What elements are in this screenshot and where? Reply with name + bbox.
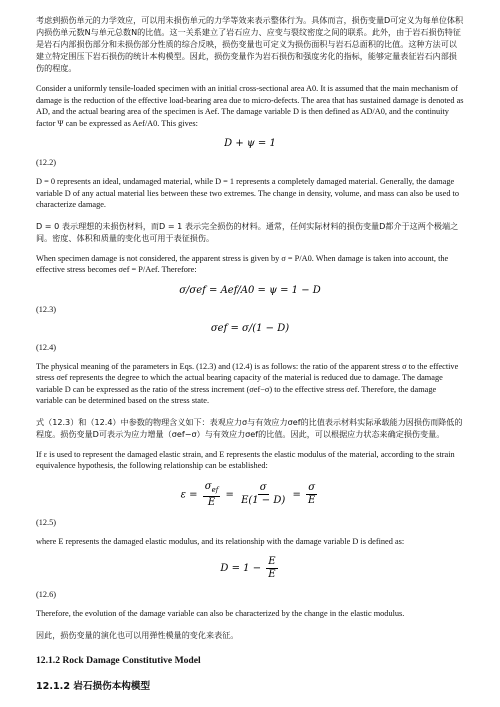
equation-number-12-5: (12.5) — [36, 517, 57, 527]
equation-number-12-4: (12.4) — [36, 342, 57, 352]
paragraph-zh-3: 式（12.3）和（12.4）中参数的物理含义如下：表观应力σ与有效应力σef的比值表示材料实际承载能力因损伤而降低的程度。损伤变量D可表示为应力增量（σef−σ）与有效应力σef的比值。因此，可以根据应力状态来确定损伤变量。 — [36, 416, 463, 439]
paragraph-en-1: Consider a uniformly tensile-loaded specimen with an initial cross-sectional area A0. It is assumed that the main mechanism of damage is the reduction of the effective load-bearing area due to micro-defects. The area that has sustained damage is denoted as AD, and the actual bearing area of the specimen is Aef. The damage variable D is then defined as AD/A0, and the continuity factor Ψ can be expressed as Aef/A0. This gives: — [36, 84, 464, 128]
equation-12-5: ε = $\frac{\sigma_{ef}}{E}$ = $\frac{\sigma}{E(1 - D)}$ = $\frac{\sigma}{E}$ — [180, 480, 316, 508]
equation-12-6: D = 1 − $\frac{E}{E}$ — [220, 556, 276, 580]
paragraph-en-4: The physical meaning of the parameters in Eqs. (12.3) and (12.4) is as follows: the ratio of the apparent stress σ to the effective stress σef represents the degree to which the actual bearing capacity of the material is reduced due to damage. The damage variable D can be expressed as the ratio of the stress increment (σef−σ) to the effective stress σef. Therefore, the damage variable can be determined based on the stress state. — [36, 361, 459, 405]
equation-12-3: σ/σef = Aef/A0 = ψ = 1 − D — [179, 284, 321, 296]
equation-number-12-3: (12.3) — [36, 304, 57, 314]
section-heading-en: 12.1.2 Rock Damage Constitutive Model — [36, 654, 201, 666]
equation-12-2: D + ψ = 1 — [224, 138, 276, 149]
paragraph-en-2: D = 0 represents an ideal, undamaged material, while D = 1 represents a completely damaged material. Generally, the damage variable D of any actual material lies between these two extremes. The change in density, volume, and mass can also be used to characterize damage. — [36, 177, 459, 209]
section-heading-zh: 12.1.2 岩石损伤本构模型 — [36, 680, 151, 692]
paragraph-zh-2: D = 0 表示理想的未损伤材料，而D = 1 表示完全损伤的材料。通常，任何实际材料的损伤变量D都介于这两个极端之间。密度、体积和质量的变化也可用于表征损伤。 — [36, 220, 459, 243]
paragraph-en-6: where E represents the damaged elastic modulus, and its relationship with the damage variable D is defined as: — [36, 536, 405, 546]
equation-12-4: σef = σ/(1 − D) — [210, 322, 290, 334]
paragraph-en-5: If ε is used to represent the damaged elastic strain, and E represents the elastic modulus of the material, according to the strain equivalence hypothesis, the following relationship can be established: — [36, 449, 455, 470]
paragraph-zh-1: 考虑到损伤单元的力学效应，可以用未损伤单元的力学等效来表示整体行为。具体而言，损伤变量D可定义为每单位体积内损伤单元数N与单元总数N的比值。这一关系建立了岩石应力、应变与裂纹密度之间的联系。此外，由于岩石损伤特征是岩石内部损伤部分和未损伤部分性质的综合反映，损伤变量也可定义为损伤面积与岩石总面积的比值。这种方法可以建立特定围压下岩石损伤的统计本构模型。因此，损伤变量作为岩石损伤和强度劣化的指标，能够定量表征岩石内部损伤的程度。 — [36, 15, 464, 73]
paragraph-en-7: Therefore, the evolution of the damage variable can also be characterized by the change in the elastic modulus. — [36, 609, 405, 618]
paragraph-en-3: When specimen damage is not considered, the apparent stress is given by σ = P/A0. When damage is taken into account, the effective stress becomes σef = P/Aef. Therefore: — [36, 253, 449, 274]
paragraph-zh-4: 因此，损伤变量的演化也可以用弹性模量的变化来表征。 — [36, 629, 239, 640]
equation-number-12-6: (12.6) — [36, 590, 57, 599]
equation-number-12-2: (12.2) — [36, 158, 57, 167]
